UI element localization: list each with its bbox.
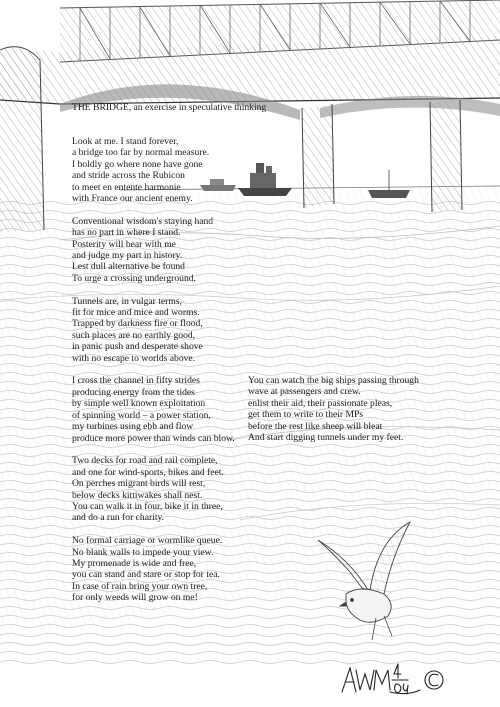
- poem-line: and do a run for charity.: [72, 512, 165, 524]
- poem-line: To urge a crossing underground.: [72, 272, 196, 284]
- poem-line: Lest dull alternative be found: [72, 261, 185, 273]
- poem-line: produce more power than winds can blow.: [72, 432, 235, 444]
- poem-line: in panic push and desperate shove: [72, 341, 203, 353]
- poem-line: Tunnels are, in vulgar terms,: [72, 295, 182, 307]
- poem-line: On perches migrant birds will rest,: [72, 478, 206, 490]
- poem-line: and stride across the Rubicon: [72, 170, 185, 182]
- poem-line: my turbines using ebb and flow: [72, 421, 194, 433]
- poem-line: fit for mice and mice and worms.: [72, 307, 200, 319]
- poem-line: before the rest like sheep will bleat: [248, 420, 383, 432]
- poem-left-column: [72, 136, 235, 604]
- poem-line: get them to write to their MPs: [248, 409, 364, 421]
- poem-line: Posterity will bear with me: [72, 238, 176, 250]
- poem-line: below decks kittiwakes shall nest.: [72, 489, 203, 501]
- poem-line: and one for wind-sports, bikes and feet.: [72, 466, 224, 478]
- poem-line: by simple well known exploitation: [72, 398, 206, 410]
- poem-line: And start digging tunnels under my feet.: [248, 432, 404, 444]
- poem-line: No blank walls to impede your view.: [72, 546, 214, 558]
- poem-line: You can walk it in four, bike it in three,: [72, 500, 223, 512]
- poem-line: Two decks for road and rail complete,: [72, 455, 218, 467]
- poem-line: you can stand and stare or stop for tea.: [72, 569, 220, 581]
- poem-line: a bridge too far by normal measure.: [72, 147, 210, 159]
- poem-line: wave at passengers and crew.: [248, 386, 361, 398]
- poem-line: You can watch the big ships passing through: [248, 375, 419, 386]
- poem-line: Look at me. I stand forever,: [72, 136, 179, 147]
- poem-right-column: [248, 375, 419, 443]
- artist-signature: [338, 658, 458, 698]
- poem-line: enlist their aid, their passionate pleas,: [248, 397, 393, 409]
- poem-line: has no part in where I stand.: [72, 227, 181, 239]
- poem-line: of spinning world – a power station,: [72, 409, 211, 421]
- poem-line: with no escape to worlds above.: [72, 352, 196, 364]
- poem-line: I cross the channel in fifty strides: [72, 375, 200, 387]
- poem-title: THE BRIDGE, an exercise in speculative thinking: [72, 102, 267, 113]
- poem-line: My promenade is wide and free,: [72, 557, 197, 569]
- poem-line: No formal carriage or wormlike queue.: [72, 535, 223, 547]
- poem-line: such places are no earthly good,: [72, 329, 196, 341]
- poem-line: In case of rain bring your own tree,: [72, 580, 208, 592]
- poem-line: to meet en entente harmonie: [72, 181, 181, 193]
- poem-line: with France our ancient enemy.: [72, 193, 193, 205]
- poem-line: and judge my part in history.: [72, 250, 183, 262]
- poem-line: producing energy from the tides: [72, 386, 195, 398]
- poem-line: Trapped by darkness fire or flood,: [72, 318, 203, 330]
- poem-line: I boldly go where none have gone: [72, 158, 203, 170]
- barge-icon: [368, 170, 410, 198]
- poem-line: for only weeds will grow on me!: [72, 592, 198, 604]
- poem-line: Conventional wisdom's staying hand: [72, 215, 214, 227]
